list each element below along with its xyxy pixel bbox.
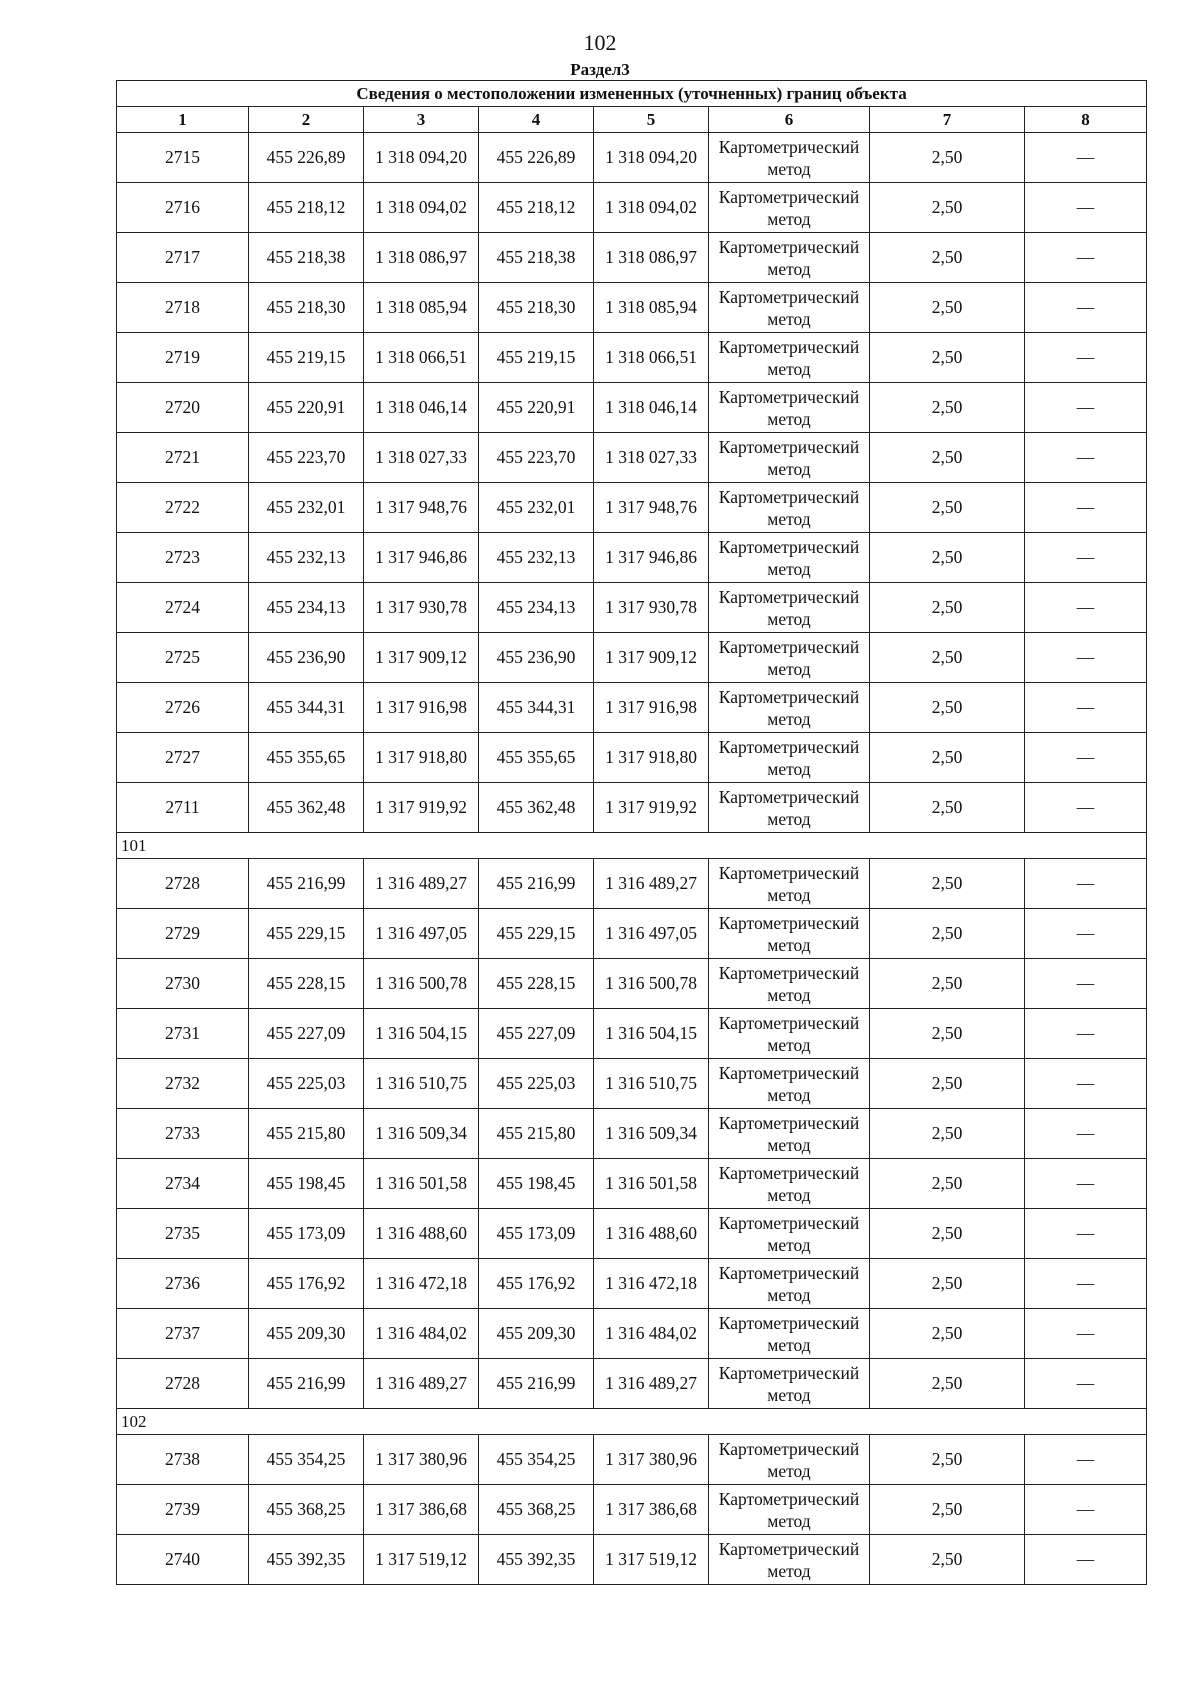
x-new-cell: 455 226,89 bbox=[479, 133, 594, 183]
x-new-cell: 455 368,25 bbox=[479, 1485, 594, 1535]
accuracy-cell: 2,50 bbox=[870, 1209, 1025, 1259]
x-new-cell: 455 176,92 bbox=[479, 1259, 594, 1309]
point-number-cell: 2734 bbox=[117, 1159, 249, 1209]
table-row bbox=[117, 383, 1147, 433]
y-old-cell: 1 318 094,02 bbox=[364, 183, 479, 233]
method-cell: Картометрический метод bbox=[709, 783, 870, 833]
accuracy-cell: 2,50 bbox=[870, 1259, 1025, 1309]
point-number-cell: 2732 bbox=[117, 1059, 249, 1109]
y-new-cell: 1 316 510,75 bbox=[594, 1059, 709, 1109]
y-old-cell: 1 316 504,15 bbox=[364, 1009, 479, 1059]
accuracy-cell: 2,50 bbox=[870, 1535, 1025, 1585]
x-old-cell: 455 216,99 bbox=[249, 859, 364, 909]
y-new-cell: 1 317 386,68 bbox=[594, 1485, 709, 1535]
y-old-cell: 1 316 510,75 bbox=[364, 1059, 479, 1109]
point-number-cell: 2727 bbox=[117, 733, 249, 783]
y-new-cell: 1 316 509,34 bbox=[594, 1109, 709, 1159]
x-old-cell: 455 209,30 bbox=[249, 1309, 364, 1359]
description-cell: — bbox=[1025, 1435, 1147, 1485]
x-new-cell: 455 220,91 bbox=[479, 383, 594, 433]
y-old-cell: 1 317 946,86 bbox=[364, 533, 479, 583]
y-old-cell: 1 316 497,05 bbox=[364, 909, 479, 959]
x-old-cell: 455 220,91 bbox=[249, 383, 364, 433]
column-header: 4 bbox=[479, 107, 594, 133]
point-number-cell: 2728 bbox=[117, 1359, 249, 1409]
accuracy-cell: 2,50 bbox=[870, 633, 1025, 683]
method-cell: Картометрический метод bbox=[709, 1009, 870, 1059]
table-row bbox=[117, 959, 1147, 1009]
x-old-cell: 455 227,09 bbox=[249, 1009, 364, 1059]
description-cell: — bbox=[1025, 633, 1147, 683]
method-cell: Картометрический метод bbox=[709, 1059, 870, 1109]
method-cell: Картометрический метод bbox=[709, 183, 870, 233]
table-row bbox=[117, 733, 1147, 783]
y-old-cell: 1 316 488,60 bbox=[364, 1209, 479, 1259]
x-new-cell: 455 198,45 bbox=[479, 1159, 594, 1209]
description-cell: — bbox=[1025, 1535, 1147, 1585]
y-old-cell: 1 317 380,96 bbox=[364, 1435, 479, 1485]
column-header: 8 bbox=[1025, 107, 1147, 133]
method-cell: Картометрический метод bbox=[709, 1159, 870, 1209]
x-new-cell: 455 225,03 bbox=[479, 1059, 594, 1109]
y-new-cell: 1 317 380,96 bbox=[594, 1435, 709, 1485]
column-header: 7 bbox=[870, 107, 1025, 133]
method-cell: Картометрический метод bbox=[709, 859, 870, 909]
table-row bbox=[117, 859, 1147, 909]
y-new-cell: 1 317 946,86 bbox=[594, 533, 709, 583]
description-cell: — bbox=[1025, 233, 1147, 283]
description-cell: — bbox=[1025, 733, 1147, 783]
table-row bbox=[117, 583, 1147, 633]
table-row bbox=[117, 683, 1147, 733]
method-cell: Картометрический метод bbox=[709, 633, 870, 683]
accuracy-cell: 2,50 bbox=[870, 683, 1025, 733]
y-new-cell: 1 318 066,51 bbox=[594, 333, 709, 383]
x-old-cell: 455 215,80 bbox=[249, 1109, 364, 1159]
column-header: 3 bbox=[364, 107, 479, 133]
description-cell: — bbox=[1025, 283, 1147, 333]
accuracy-cell: 2,50 bbox=[870, 1009, 1025, 1059]
accuracy-cell: 2,50 bbox=[870, 1109, 1025, 1159]
table-row bbox=[117, 633, 1147, 683]
y-new-cell: 1 317 918,80 bbox=[594, 733, 709, 783]
y-old-cell: 1 317 916,98 bbox=[364, 683, 479, 733]
x-old-cell: 455 229,15 bbox=[249, 909, 364, 959]
y-new-cell: 1 316 489,27 bbox=[594, 1359, 709, 1409]
y-old-cell: 1 316 489,27 bbox=[364, 859, 479, 909]
x-new-cell: 455 218,30 bbox=[479, 283, 594, 333]
y-old-cell: 1 317 918,80 bbox=[364, 733, 479, 783]
method-cell: Картометрический метод bbox=[709, 1209, 870, 1259]
accuracy-cell: 2,50 bbox=[870, 783, 1025, 833]
y-old-cell: 1 317 919,92 bbox=[364, 783, 479, 833]
y-old-cell: 1 316 489,27 bbox=[364, 1359, 479, 1409]
table-row bbox=[117, 1209, 1147, 1259]
accuracy-cell: 2,50 bbox=[870, 333, 1025, 383]
point-number-cell: 2721 bbox=[117, 433, 249, 483]
point-number-cell: 2726 bbox=[117, 683, 249, 733]
description-cell: — bbox=[1025, 1209, 1147, 1259]
method-cell: Картометрический метод bbox=[709, 233, 870, 283]
method-cell: Картометрический метод bbox=[709, 1435, 870, 1485]
x-new-cell: 455 219,15 bbox=[479, 333, 594, 383]
x-new-cell: 455 223,70 bbox=[479, 433, 594, 483]
method-cell: Картометрический метод bbox=[709, 333, 870, 383]
method-cell: Картометрический метод bbox=[709, 483, 870, 533]
description-cell: — bbox=[1025, 859, 1147, 909]
y-old-cell: 1 317 909,12 bbox=[364, 633, 479, 683]
table-row bbox=[117, 183, 1147, 233]
column-header: 2 bbox=[249, 107, 364, 133]
section-title: Раздел3 bbox=[570, 60, 630, 79]
x-new-cell: 455 234,13 bbox=[479, 583, 594, 633]
y-old-cell: 1 317 930,78 bbox=[364, 583, 479, 633]
y-new-cell: 1 317 519,12 bbox=[594, 1535, 709, 1585]
point-number-cell: 2733 bbox=[117, 1109, 249, 1159]
y-old-cell: 1 318 094,20 bbox=[364, 133, 479, 183]
x-new-cell: 455 229,15 bbox=[479, 909, 594, 959]
method-cell: Картометрический метод bbox=[709, 583, 870, 633]
description-cell: — bbox=[1025, 1259, 1147, 1309]
description-cell: — bbox=[1025, 1009, 1147, 1059]
y-old-cell: 1 317 519,12 bbox=[364, 1535, 479, 1585]
method-cell: Картометрический метод bbox=[709, 1259, 870, 1309]
x-new-cell: 455 232,13 bbox=[479, 533, 594, 583]
y-old-cell: 1 316 501,58 bbox=[364, 1159, 479, 1209]
x-old-cell: 455 232,01 bbox=[249, 483, 364, 533]
accuracy-cell: 2,50 bbox=[870, 1159, 1025, 1209]
table-row bbox=[117, 1009, 1147, 1059]
table-row bbox=[117, 1435, 1147, 1485]
y-old-cell: 1 318 046,14 bbox=[364, 383, 479, 433]
description-cell: — bbox=[1025, 959, 1147, 1009]
point-number-cell: 2736 bbox=[117, 1259, 249, 1309]
description-cell: — bbox=[1025, 1359, 1147, 1409]
page-number: 102 bbox=[583, 30, 617, 55]
x-new-cell: 455 209,30 bbox=[479, 1309, 594, 1359]
x-old-cell: 455 234,13 bbox=[249, 583, 364, 633]
description-cell: — bbox=[1025, 1159, 1147, 1209]
point-number-cell: 2716 bbox=[117, 183, 249, 233]
method-cell: Картометрический метод bbox=[709, 1109, 870, 1159]
point-number-cell: 2738 bbox=[117, 1435, 249, 1485]
y-new-cell: 1 316 500,78 bbox=[594, 959, 709, 1009]
method-cell: Картометрический метод bbox=[709, 959, 870, 1009]
table-row bbox=[117, 909, 1147, 959]
description-cell: — bbox=[1025, 1109, 1147, 1159]
y-new-cell: 1 317 909,12 bbox=[594, 633, 709, 683]
method-cell: Картометрический метод bbox=[709, 433, 870, 483]
y-old-cell: 1 318 085,94 bbox=[364, 283, 479, 333]
y-new-cell: 1 318 094,02 bbox=[594, 183, 709, 233]
y-new-cell: 1 316 484,02 bbox=[594, 1309, 709, 1359]
x-new-cell: 455 392,35 bbox=[479, 1535, 594, 1585]
description-cell: — bbox=[1025, 583, 1147, 633]
y-new-cell: 1 316 488,60 bbox=[594, 1209, 709, 1259]
x-old-cell: 455 176,92 bbox=[249, 1259, 364, 1309]
description-cell: — bbox=[1025, 1059, 1147, 1109]
y-new-cell: 1 316 489,27 bbox=[594, 859, 709, 909]
description-cell: — bbox=[1025, 383, 1147, 433]
description-cell: — bbox=[1025, 483, 1147, 533]
y-new-cell: 1 318 086,97 bbox=[594, 233, 709, 283]
method-cell: Картометрический метод bbox=[709, 283, 870, 333]
x-old-cell: 455 232,13 bbox=[249, 533, 364, 583]
x-old-cell: 455 228,15 bbox=[249, 959, 364, 1009]
x-new-cell: 455 354,25 bbox=[479, 1435, 594, 1485]
table-body bbox=[117, 81, 1147, 1585]
y-new-cell: 1 316 472,18 bbox=[594, 1259, 709, 1309]
y-new-cell: 1 318 085,94 bbox=[594, 283, 709, 333]
table-row bbox=[117, 233, 1147, 283]
y-old-cell: 1 318 027,33 bbox=[364, 433, 479, 483]
description-cell: — bbox=[1025, 333, 1147, 383]
accuracy-cell: 2,50 bbox=[870, 1309, 1025, 1359]
x-new-cell: 455 227,09 bbox=[479, 1009, 594, 1059]
x-old-cell: 455 355,65 bbox=[249, 733, 364, 783]
accuracy-cell: 2,50 bbox=[870, 283, 1025, 333]
x-new-cell: 455 362,48 bbox=[479, 783, 594, 833]
accuracy-cell: 2,50 bbox=[870, 483, 1025, 533]
point-number-cell: 2711 bbox=[117, 783, 249, 833]
point-number-cell: 2724 bbox=[117, 583, 249, 633]
accuracy-cell: 2,50 bbox=[870, 233, 1025, 283]
accuracy-cell: 2,50 bbox=[870, 133, 1025, 183]
description-cell: — bbox=[1025, 433, 1147, 483]
method-cell: Картометрический метод bbox=[709, 683, 870, 733]
boundary-table bbox=[116, 80, 1147, 1585]
table-row bbox=[117, 1159, 1147, 1209]
x-old-cell: 455 392,35 bbox=[249, 1535, 364, 1585]
point-number-cell: 2730 bbox=[117, 959, 249, 1009]
x-old-cell: 455 223,70 bbox=[249, 433, 364, 483]
accuracy-cell: 2,50 bbox=[870, 583, 1025, 633]
accuracy-cell: 2,50 bbox=[870, 533, 1025, 583]
accuracy-cell: 2,50 bbox=[870, 1359, 1025, 1409]
x-old-cell: 455 368,25 bbox=[249, 1485, 364, 1535]
point-number-cell: 2729 bbox=[117, 909, 249, 959]
point-number-cell: 2725 bbox=[117, 633, 249, 683]
x-new-cell: 455 236,90 bbox=[479, 633, 594, 683]
table-row bbox=[117, 1109, 1147, 1159]
column-header-row bbox=[117, 107, 1147, 133]
x-old-cell: 455 218,38 bbox=[249, 233, 364, 283]
column-header: 1 bbox=[117, 107, 249, 133]
x-new-cell: 455 215,80 bbox=[479, 1109, 594, 1159]
table-row bbox=[117, 133, 1147, 183]
accuracy-cell: 2,50 bbox=[870, 1485, 1025, 1535]
point-number-cell: 2723 bbox=[117, 533, 249, 583]
x-old-cell: 455 362,48 bbox=[249, 783, 364, 833]
point-number-cell: 2718 bbox=[117, 283, 249, 333]
y-old-cell: 1 316 472,18 bbox=[364, 1259, 479, 1309]
description-cell: — bbox=[1025, 683, 1147, 733]
x-new-cell: 455 216,99 bbox=[479, 859, 594, 909]
y-new-cell: 1 317 919,92 bbox=[594, 783, 709, 833]
accuracy-cell: 2,50 bbox=[870, 433, 1025, 483]
column-header: 6 bbox=[709, 107, 870, 133]
accuracy-cell: 2,50 bbox=[870, 909, 1025, 959]
x-old-cell: 455 226,89 bbox=[249, 133, 364, 183]
y-old-cell: 1 316 484,02 bbox=[364, 1309, 479, 1359]
contour-group-row bbox=[117, 833, 1147, 859]
y-new-cell: 1 316 501,58 bbox=[594, 1159, 709, 1209]
description-cell: — bbox=[1025, 1485, 1147, 1535]
description-cell: — bbox=[1025, 783, 1147, 833]
y-new-cell: 1 318 027,33 bbox=[594, 433, 709, 483]
table-row bbox=[117, 283, 1147, 333]
accuracy-cell: 2,50 bbox=[870, 383, 1025, 433]
x-new-cell: 455 232,01 bbox=[479, 483, 594, 533]
contour-number: 101 bbox=[117, 833, 1147, 859]
point-number-cell: 2735 bbox=[117, 1209, 249, 1259]
y-old-cell: 1 316 509,34 bbox=[364, 1109, 479, 1159]
x-old-cell: 455 198,45 bbox=[249, 1159, 364, 1209]
point-number-cell: 2719 bbox=[117, 333, 249, 383]
table-row bbox=[117, 333, 1147, 383]
x-new-cell: 455 173,09 bbox=[479, 1209, 594, 1259]
point-number-cell: 2720 bbox=[117, 383, 249, 433]
description-cell: — bbox=[1025, 133, 1147, 183]
accuracy-cell: 2,50 bbox=[870, 183, 1025, 233]
point-number-cell: 2722 bbox=[117, 483, 249, 533]
x-new-cell: 455 216,99 bbox=[479, 1359, 594, 1409]
y-new-cell: 1 316 504,15 bbox=[594, 1009, 709, 1059]
x-new-cell: 455 218,12 bbox=[479, 183, 594, 233]
point-number-cell: 2740 bbox=[117, 1535, 249, 1585]
y-old-cell: 1 317 386,68 bbox=[364, 1485, 479, 1535]
method-cell: Картометрический метод bbox=[709, 1359, 870, 1409]
point-number-cell: 2737 bbox=[117, 1309, 249, 1359]
column-header: 5 bbox=[594, 107, 709, 133]
table-row bbox=[117, 1359, 1147, 1409]
description-cell: — bbox=[1025, 909, 1147, 959]
accuracy-cell: 2,50 bbox=[870, 733, 1025, 783]
method-cell: Картометрический метод bbox=[709, 1485, 870, 1535]
x-new-cell: 455 344,31 bbox=[479, 683, 594, 733]
accuracy-cell: 2,50 bbox=[870, 1059, 1025, 1109]
method-cell: Картометрический метод bbox=[709, 133, 870, 183]
table-row bbox=[117, 433, 1147, 483]
y-old-cell: 1 316 500,78 bbox=[364, 959, 479, 1009]
table-caption-row bbox=[117, 81, 1147, 107]
x-old-cell: 455 218,12 bbox=[249, 183, 364, 233]
method-cell: Картометрический метод bbox=[709, 383, 870, 433]
method-cell: Картометрический метод bbox=[709, 909, 870, 959]
accuracy-cell: 2,50 bbox=[870, 1435, 1025, 1485]
method-cell: Картометрический метод bbox=[709, 533, 870, 583]
x-old-cell: 455 354,25 bbox=[249, 1435, 364, 1485]
description-cell: — bbox=[1025, 1309, 1147, 1359]
table-caption: Сведения о местоположении измененных (уточненных) границ объекта bbox=[117, 81, 1147, 107]
x-old-cell: 455 219,15 bbox=[249, 333, 364, 383]
y-old-cell: 1 318 066,51 bbox=[364, 333, 479, 383]
accuracy-cell: 2,50 bbox=[870, 959, 1025, 1009]
accuracy-cell: 2,50 bbox=[870, 859, 1025, 909]
table-row bbox=[117, 1485, 1147, 1535]
table-row bbox=[117, 1259, 1147, 1309]
method-cell: Картометрический метод bbox=[709, 1309, 870, 1359]
table-row bbox=[117, 783, 1147, 833]
x-old-cell: 455 216,99 bbox=[249, 1359, 364, 1409]
x-new-cell: 455 228,15 bbox=[479, 959, 594, 1009]
y-new-cell: 1 317 948,76 bbox=[594, 483, 709, 533]
point-number-cell: 2728 bbox=[117, 859, 249, 909]
point-number-cell: 2715 bbox=[117, 133, 249, 183]
x-old-cell: 455 218,30 bbox=[249, 283, 364, 333]
x-old-cell: 455 173,09 bbox=[249, 1209, 364, 1259]
y-old-cell: 1 318 086,97 bbox=[364, 233, 479, 283]
table-row bbox=[117, 1535, 1147, 1585]
table-row bbox=[117, 1309, 1147, 1359]
y-new-cell: 1 318 046,14 bbox=[594, 383, 709, 433]
table-row bbox=[117, 533, 1147, 583]
y-old-cell: 1 317 948,76 bbox=[364, 483, 479, 533]
contour-group-row bbox=[117, 1409, 1147, 1435]
y-new-cell: 1 316 497,05 bbox=[594, 909, 709, 959]
description-cell: — bbox=[1025, 533, 1147, 583]
x-new-cell: 455 218,38 bbox=[479, 233, 594, 283]
x-old-cell: 455 225,03 bbox=[249, 1059, 364, 1109]
x-new-cell: 455 355,65 bbox=[479, 733, 594, 783]
point-number-cell: 2717 bbox=[117, 233, 249, 283]
y-new-cell: 1 317 916,98 bbox=[594, 683, 709, 733]
contour-number: 102 bbox=[117, 1409, 1147, 1435]
table-row bbox=[117, 1059, 1147, 1109]
y-new-cell: 1 318 094,20 bbox=[594, 133, 709, 183]
method-cell: Картометрический метод bbox=[709, 1535, 870, 1585]
y-new-cell: 1 317 930,78 bbox=[594, 583, 709, 633]
x-old-cell: 455 236,90 bbox=[249, 633, 364, 683]
x-old-cell: 455 344,31 bbox=[249, 683, 364, 733]
point-number-cell: 2731 bbox=[117, 1009, 249, 1059]
method-cell: Картометрический метод bbox=[709, 733, 870, 783]
table-row bbox=[117, 483, 1147, 533]
point-number-cell: 2739 bbox=[117, 1485, 249, 1535]
description-cell: — bbox=[1025, 183, 1147, 233]
